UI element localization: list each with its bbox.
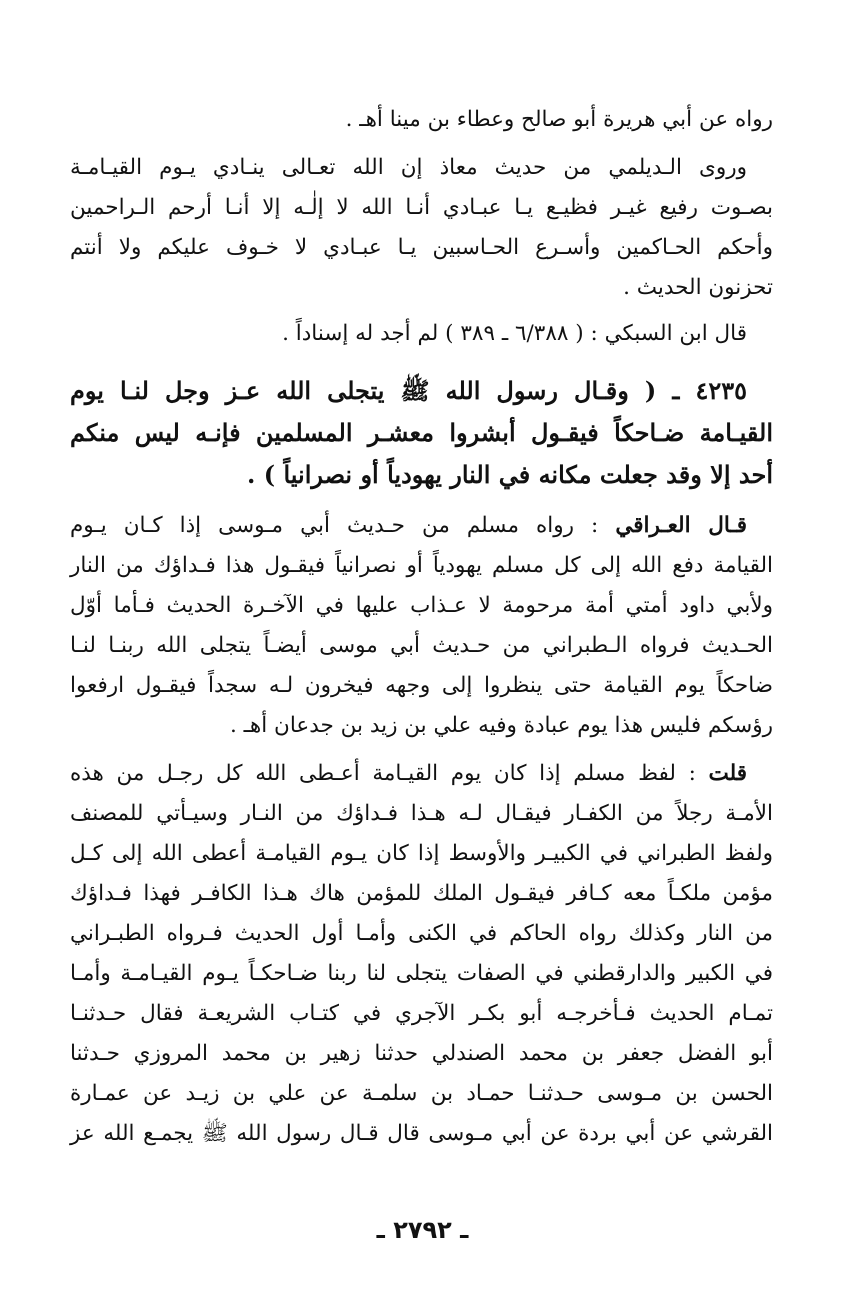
text-line bbox=[70, 754, 773, 794]
page-body bbox=[70, 100, 773, 1274]
text-line: قال ابن السبكي : ( ٦/٣٨٨ ـ ٣٨٩ ) لم أجد له إسناداً . bbox=[282, 321, 747, 346]
paragraph-1 bbox=[70, 100, 773, 140]
lead-word-iraqi: قـال العـراقي bbox=[615, 513, 747, 538]
text-segment: : رواه مسلم من حـديث أبي مـوسى إذا كـان يـوم bbox=[70, 513, 616, 538]
text-line: من النار وكذلك رواه الحاكم في الكنى وأمـا أول الحديث فـرواه الطبـراني bbox=[70, 921, 773, 946]
text-line bbox=[70, 506, 773, 546]
text-line: ضاحكاً يوم القيامة حتى ينظروا إلى وجهه فيخرون لـه سجداً فيقـول ارفعوا bbox=[70, 673, 773, 698]
text-line: أبو الفضل جعفر بن محمد الصندلي حدثنا زهير بن محمد المروزي حـدثنا bbox=[70, 1041, 773, 1066]
lead-word-qultu: قلت bbox=[708, 761, 747, 786]
hadith-4235 bbox=[70, 370, 773, 496]
paragraph-iraqi bbox=[70, 506, 773, 746]
paragraph-2 bbox=[70, 148, 773, 308]
text-line: ولأبي داود أمتي أمة مرحومة لا عـذاب عليها في الآخـرة الحديث فـأما أوّل bbox=[70, 593, 773, 618]
page-number: ـ ٢٧٩٢ ـ bbox=[376, 1216, 469, 1244]
text-line: في الكبير والدارقطني في الصفات يتجلى لنا ربنا ضـاحكـاً يـوم القيـامـة وأمـا bbox=[70, 961, 773, 986]
text-line: أحد إلا وقد جعلت مكانه في النار يهودياً أو نصرانياً ) . bbox=[247, 460, 773, 489]
text-line: رواه عن أبي هريرة أبو صالح وعطاء بن مينا أهـ . bbox=[345, 107, 773, 132]
text-line: القيامة دفع الله إلى كل مسلم يهودياً أو نصرانياً فيقـول هذا فـداؤك من النار bbox=[70, 553, 773, 578]
paragraph-3 bbox=[70, 314, 773, 354]
text-line: ٤٢٣٥ ـ ( وقـال رسول الله ﷺ يتجلى الله عـز وجل لنـا يوم bbox=[70, 376, 747, 405]
text-line: وروى الـديلمي من حديث معاذ إن الله تعـالى ينـادي يـوم القيـامـة bbox=[70, 155, 747, 180]
text-line: الحسن بن مـوسى حـدثنـا حمـاد بن سلمـة عن علي بن زيـد عن عمـارة bbox=[70, 1081, 773, 1106]
text-line: تحزنون الحديث . bbox=[623, 275, 773, 300]
text-line: وأحكم الحـاكمين وأسـرع الحـاسبين يـا عبـادي لا خـوف عليكم ولا أنتم bbox=[70, 235, 773, 260]
text-line: الحـديث فرواه الـطبراني من حـديث أبي موسى أيضـاً يتجلى الله ربنـا لنـا bbox=[70, 633, 773, 658]
text-line: بصـوت رفيع غيـر فظيـع يـا عبـادي أنـا الله لا إلٰـه إلا أنـا أرحم الـراحمين bbox=[70, 195, 773, 220]
paragraph-qultu bbox=[70, 754, 773, 1154]
text-line: ولفظ الطبراني في الكبيـر والأوسط إذا كان يـوم القيامـة أعطى الله إلى كـل bbox=[70, 841, 773, 866]
text-line: الأمـة رجلاً من الكفـار فيقـال لـه هـذا فـداؤك من النـار وسيـأتي للمصنف bbox=[70, 801, 773, 826]
text-line: القيـامة ضـاحكاً فيقـول أبشروا معشـر المسلمين فإنـه ليس منكم bbox=[70, 418, 773, 447]
text-line: رؤسكم فليس هذا يوم عبادة وفيه علي بن زيد بن جدعان أهـ . bbox=[229, 713, 773, 738]
text-line: مؤمن ملكـاً معه كـافر فيقـول الملك للمؤمن هاك هـذا الكافـر فهذا فـداؤك bbox=[70, 881, 773, 906]
text-line: القرشي عن أبي بردة عن أبي مـوسى قال قـال رسول الله ﷺ يجمـع الله عز bbox=[70, 1121, 773, 1146]
text-segment: : لفظ مسلم إذا كان يوم القيـامة أعـطى الله كل رجـل من هذه bbox=[70, 761, 709, 786]
text-line: تمـام الحديث فـأخرجـه أبو بكـر الآجري في كتـاب الشريعـة فقال حـدثنـا bbox=[70, 1001, 773, 1026]
